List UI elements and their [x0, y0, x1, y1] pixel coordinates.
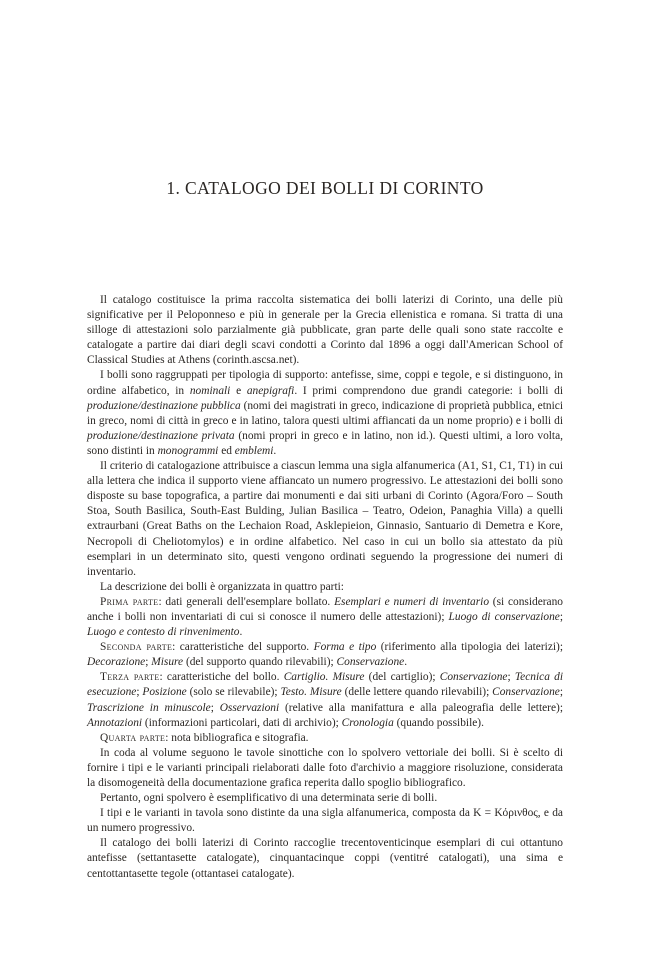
- chapter-title: 1. CATALOGO DEI BOLLI DI CORINTO: [166, 178, 484, 198]
- paragraph-intro: Il catalogo costituisce la prima raccolta sistematica dei bolli laterizi di Corinto, una delle più significative per il Peloponneso e più in generale per la Grecia ellenistica e romana. Si tratta di una silloge di attestazioni solo parzialmente già pubblicate, gran parte delle quali sono state raccolte e catalogate a partire dai diari degli scavi condotti a Corinto dal 1896 a oggi dall'American School of Classical Studies at Athens (corinth.ascsa.net).: [87, 294, 563, 367]
- paragraph-part-two: Seconda parte: caratteristiche del supporto. Forma e tipo (riferimento alla tipologia dei laterizi); Decorazione; Misure (del supporto quando rilevabili); Conservazione.: [87, 641, 563, 669]
- body-text: [87, 293, 563, 882]
- paragraph-types: I tipi e le varianti in tavola sono distinte da una sigla alfanumerica, composta da K = Κόρινθος, e da un numero progressivo.: [87, 807, 563, 835]
- paragraph-spolvero: Pertanto, ogni spolvero è esemplificativo di una determinata serie di bolli.: [100, 792, 438, 805]
- paragraph-part-four: Quarta parte: nota bibliografica e sitografia.: [100, 731, 309, 744]
- paragraph-grouping: I bolli sono raggruppati per tipologia di supporto: antefisse, sime, coppi e tegole, e si distinguono, in ordine alfabetico, in nominali e anepigrafi. I primi comprendono due grandi categorie: i bolli di produzione/destinazione pubblica (nomi dei magistrati in greco, indicazione di proprietà pubblica, etnici in greco, nomi di città in greco e in latino, talora questi ultimi affiancati da un nome proprio) e i bolli di produzione/destinazione privata (nomi propri in greco e in latino, non id.). Questi ultimi, a loro volta, sono distinti in monogrammi ed emblemi.: [87, 369, 563, 457]
- paragraph-description-intro: La descrizione dei bolli è organizzata in quattro parti:: [100, 580, 344, 593]
- paragraph-criteria: Il criterio di catalogazione attribuisce a ciascun lemma una sigla alfanumerica (A1, S1, C1, T1) in cui alla lettera che indica il supporto viene affiancato un numero progressivo. Le attestazioni dei bolli sono disposte su base topografica, a partire dai monumenti e dai siti urbani di Corinto (Agora/Foro – South Stoa, South Basilica, South-East Bulding, Julian Basilica – Teatro, Odeion, Panaghia Villa) a quelli extraurbani (Great Baths on the Lechaion Road, Asklepieion, Ginnasio, Santuario di Demetra e Kore, Necropoli di Cheliotomylos) e in ordine alfabetico. Nel caso in cui un bollo sia attestato da più esemplari in un determinato sito, questi vengono ordinati seguendo la progressione dei numeri di inventario.: [87, 460, 563, 578]
- paragraph-summary: Il catalogo dei bolli laterizi di Corinto raccoglie trecentoventicinque esemplari di cui ottantuno antefisse (settantasette catalogate), cinquantacinque coppi (ventitré catalogati), una sima e centottantasette tegole (ottantasei catalogate).: [87, 837, 563, 880]
- paragraph-tables: In coda al volume seguono le tavole sinottiche con lo spolvero vettoriale dei bolli. Si è scelto di fornire i tipi e le varianti principali rielaborati dalle foto d'archivio a maggiore risoluzione, considerata la disomogeneità della documentazione grafica reperita dallo spoglio bibliografico.: [87, 746, 563, 789]
- paragraph-part-one: Prima parte: dati generali dell'esemplare bollato. Esemplari e numeri di inventario (si considerano anche i bolli non inventariati di cui si conosce il numero delle attestazioni); Luogo di conservazione; Luogo e contesto di rinvenimento.: [87, 595, 564, 639]
- paragraph-part-three: Terza parte: caratteristiche del bollo. Cartiglio. Misure (del cartiglio); Conservazione; Tecnica di esecuzione; Posizione (solo se rilevabile); Testo. Misure (delle lettere quando rilevabili); Conservazione; Trascrizione in minuscole; Osservazioni (relative alla manifattura e alla paleografia delle lettere); Annotazioni (informazioni particolari, dati di archivio); Cronologia (quando possibile).: [87, 671, 564, 729]
